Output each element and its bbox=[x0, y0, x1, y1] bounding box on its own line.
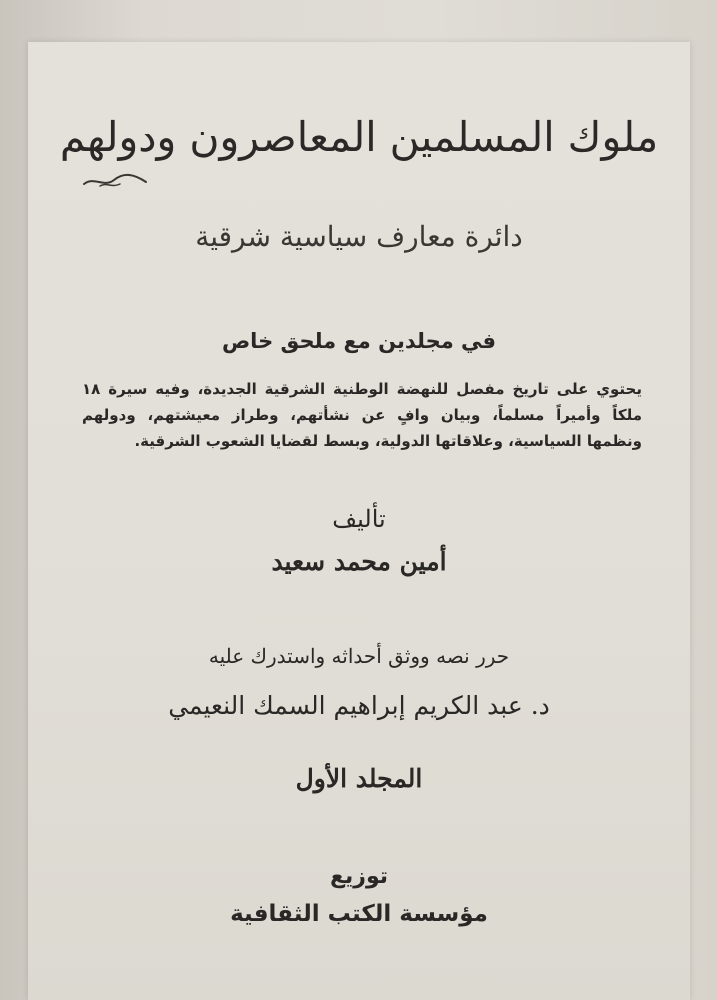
editor-name: د. عبد الكريم إبراهيم السمك النعيمي bbox=[168, 691, 550, 720]
volumes-note: في مجلدين مع ملحق خاص bbox=[221, 329, 497, 353]
book-subtitle: دائرة معارف سياسية شرقية bbox=[195, 220, 523, 253]
editor-label: حرر نصه ووثق أحداثه واستدرك عليه bbox=[208, 644, 510, 668]
distribution-label: توزيع bbox=[329, 864, 388, 889]
publisher-name: مؤسسة الكتب الثقافية bbox=[230, 901, 488, 927]
author-label: تأليف bbox=[332, 505, 386, 533]
author-name: أمين محمد سعيد bbox=[271, 547, 447, 576]
title-page bbox=[28, 42, 690, 1000]
title-flourish-ornament bbox=[80, 170, 150, 190]
book-title: ملوك المسلمين المعاصرون ودولهم bbox=[59, 113, 659, 161]
book-description: يحتوي على تاريخ مفصل للنهضة الوطنية الشرقية الجديدة، وفيه سيرة ١٨ ملكاً وأميراً مسلماً، وبيان وافٍ عن نشأتهم، وطراز معيشتهم، ودولهم ونظمها السياسية، وعلاقاتها الدولية، وبسط لقضايا الشعوب الشرقية. bbox=[82, 380, 642, 450]
volume-label: المجلد الأول bbox=[295, 764, 423, 793]
